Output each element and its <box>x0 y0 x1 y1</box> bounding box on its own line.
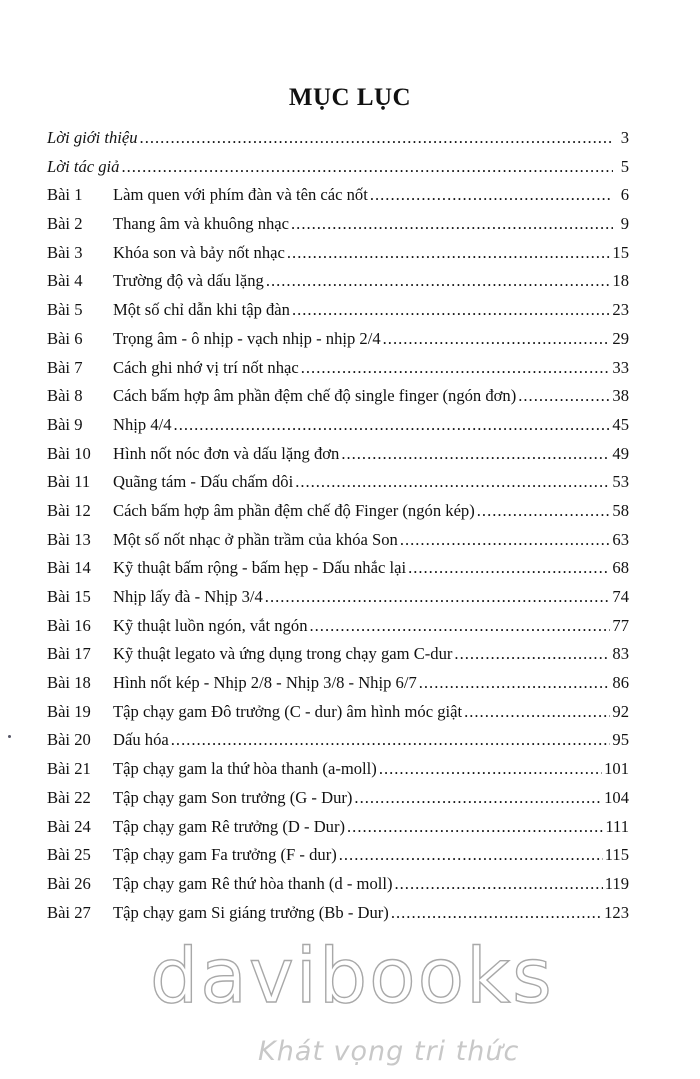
toc-entry-number: Bài 18 <box>47 673 91 693</box>
toc-entry-title: Tập chạy gam Son trưởng (G - Dur) <box>113 787 353 807</box>
toc-entry <box>47 329 629 358</box>
toc-dot-leader <box>292 300 610 320</box>
toc-entry-page: 23 <box>612 300 629 320</box>
toc-dot-leader <box>347 817 603 837</box>
toc-entry-title: Một số nốt nhạc ở phần trầm của khóa Son <box>113 529 398 549</box>
watermark-logo: davibooks <box>150 931 554 1020</box>
toc-entry <box>47 817 629 846</box>
toc-entry-page: 86 <box>612 673 629 693</box>
toc-entry-page: 111 <box>605 816 629 836</box>
toc-entry-title: Tập chạy gam Fa trưởng (F - dur) <box>113 845 337 865</box>
toc-entry-page: 115 <box>604 845 629 865</box>
toc-dot-leader <box>477 501 611 521</box>
page-title: MỤC LỤC <box>288 84 412 111</box>
toc-entry-number: Bài 17 <box>47 644 91 664</box>
toc-entry-page: 15 <box>612 242 629 262</box>
toc-entry-title: Lời tác giả <box>47 156 120 176</box>
toc-dot-leader <box>354 788 602 808</box>
toc-entry <box>47 128 629 157</box>
toc-entry-title: Nhịp 4/4 <box>113 414 172 434</box>
toc-entry-number: Bài 5 <box>47 300 83 320</box>
toc-entry <box>47 214 629 243</box>
toc-entry-number: Bài 10 <box>47 443 91 463</box>
toc-entry-title: Hình nốt kép - Nhịp 2/8 - Nhịp 3/8 - Nhịp 6/7 <box>113 673 417 693</box>
toc-entry-page: 123 <box>604 902 629 922</box>
toc-entry-title: Khóa son và bảy nốt nhạc <box>113 242 285 262</box>
toc-entry-number: Bài 24 <box>47 816 91 836</box>
toc-entry <box>47 300 629 329</box>
toc-entry-title: Trọng âm - ô nhịp - vạch nhịp - nhịp 2/4 <box>113 328 381 348</box>
toc-entry-title: Lời giới thiệu <box>47 128 138 147</box>
toc-entry <box>47 788 629 817</box>
toc-entry <box>47 874 629 903</box>
toc-entry-page: 92 <box>612 701 629 721</box>
toc-entry-number: Bài 21 <box>47 759 91 779</box>
toc-entry-number: Bài 25 <box>47 845 91 865</box>
toc-entry <box>47 501 629 530</box>
toc-entry <box>47 903 629 932</box>
toc-entry-page: 68 <box>612 558 629 578</box>
toc-dot-leader <box>140 128 613 148</box>
toc-dot-leader <box>391 903 602 923</box>
toc-entry <box>47 358 629 387</box>
toc-entry-page: 6 <box>620 185 629 205</box>
toc-dot-leader <box>464 702 610 722</box>
toc-entry <box>47 386 629 415</box>
toc-entry-number: Bài 27 <box>47 902 91 922</box>
toc-entry-number: Bài 15 <box>47 587 91 606</box>
toc-dot-leader <box>265 587 611 607</box>
toc-entry <box>47 415 629 444</box>
toc-dot-leader <box>454 644 610 664</box>
toc-entry-number: Bài 13 <box>47 529 91 549</box>
toc-entry-title: Kỹ thuật luồn ngón, vắt ngón <box>113 615 308 635</box>
toc-dot-leader <box>339 845 603 865</box>
toc-entry-page: 74 <box>612 587 629 606</box>
toc-entry-number: Bài 20 <box>47 730 91 750</box>
toc-dot-leader <box>295 472 610 492</box>
toc-dot-leader <box>395 874 603 894</box>
toc-entry <box>47 243 629 272</box>
toc-entry <box>47 673 629 702</box>
toc-entry <box>47 271 629 300</box>
toc-dot-leader <box>266 271 611 291</box>
toc-entry-page: 18 <box>612 271 629 291</box>
toc-entry-number: Bài 6 <box>47 328 83 348</box>
toc-dot-leader <box>379 759 602 779</box>
toc-entry <box>47 185 629 214</box>
toc-entry-title: Tập chạy gam la thứ hòa thanh (a-moll) <box>113 759 377 779</box>
toc-entry-page: 63 <box>612 529 629 549</box>
toc-dot-leader <box>310 616 611 636</box>
toc-entry-title: Cách bấm hợp âm phần đệm chế độ Finger (ngón kép) <box>113 500 475 520</box>
toc-entry-title: Làm quen với phím đàn và tên các nốt <box>113 185 368 205</box>
toc-entry-title: Quãng tám - Dấu chấm dôi <box>113 472 294 492</box>
toc-entry <box>47 530 629 559</box>
toc-entry-title: Một số chỉ dẫn khi tập đàn <box>113 300 290 320</box>
toc-entry-page: 53 <box>612 472 629 492</box>
toc-entry-page: 58 <box>612 500 629 520</box>
toc-entry-page: 77 <box>612 615 629 635</box>
toc-entry-number: Bài 11 <box>47 472 91 492</box>
toc-entry-page: 38 <box>612 386 629 406</box>
toc-entry-page: 49 <box>612 443 629 463</box>
toc-entry-number: Bài 19 <box>47 701 91 721</box>
toc-entry-title: Tập chạy gam Si giáng trưởng (Bb - Dur) <box>113 902 389 922</box>
toc-dot-leader <box>518 386 610 406</box>
margin-mark <box>8 735 11 738</box>
toc-entry-number: Bài 12 <box>47 500 91 520</box>
toc-entry-page: 33 <box>612 357 629 377</box>
toc-entry-number: Bài 3 <box>47 242 83 262</box>
toc-dot-leader <box>383 329 611 349</box>
toc-dot-leader <box>301 358 611 378</box>
toc-entry-title: Cách ghi nhớ vị trí nốt nhạc <box>113 357 299 377</box>
toc-entry <box>47 702 629 731</box>
toc-entry-title: Cách bấm hợp âm phần đệm chế độ single finger (ngón đơn) <box>113 386 517 406</box>
toc-entry-number: Bài 4 <box>47 271 83 291</box>
toc-entry-page: 3 <box>620 128 629 147</box>
toc-entry <box>47 587 629 616</box>
toc-dot-leader <box>174 415 611 435</box>
toc-dot-leader <box>408 558 610 578</box>
toc-entry-page: 45 <box>612 414 629 434</box>
toc-entry-number: Bài 7 <box>47 357 83 377</box>
toc-entry-page: 5 <box>620 156 629 176</box>
toc-dot-leader <box>419 673 611 693</box>
toc-entry <box>47 730 629 759</box>
toc-entry-title: Tập chạy gam Rê thứ hòa thanh (d - moll) <box>113 873 393 893</box>
toc-entry-page: 101 <box>604 759 629 779</box>
toc-entry-title: Hình nốt nóc đơn và dấu lặng đơn <box>113 443 340 463</box>
toc-entry-title: Dấu hóa <box>113 730 169 750</box>
toc-entry-title: Kỹ thuật legato và ứng dụng trong chạy gam C-dur <box>113 644 453 664</box>
toc-entry-page: 104 <box>604 787 629 807</box>
toc-entry-number: Bài 2 <box>47 214 83 234</box>
toc-entry-number: Bài 14 <box>47 558 91 578</box>
toc-dot-leader <box>291 214 613 234</box>
toc-dot-leader <box>400 530 611 550</box>
toc-dot-leader <box>121 157 613 177</box>
toc-entry <box>47 472 629 501</box>
toc-entry <box>47 157 629 186</box>
toc-entry-title: Tập chạy gam Rê trưởng (D - Dur) <box>113 816 346 836</box>
toc-entry-number: Bài 1 <box>47 185 83 205</box>
toc-entry <box>47 616 629 645</box>
toc-entry-number: Bài 9 <box>47 414 83 434</box>
toc-entry <box>47 759 629 788</box>
toc-entry-title: Kỹ thuật bấm rộng - bấm hẹp - Dấu nhắc lại <box>113 558 407 578</box>
toc-entry-title: Trường độ và dấu lặng <box>113 271 264 291</box>
toc-entry-page: 119 <box>604 873 629 893</box>
toc-entry <box>47 558 629 587</box>
toc-entry-page: 29 <box>612 328 629 348</box>
toc-dot-leader <box>171 730 611 750</box>
toc-entry-number: Bài 8 <box>47 386 83 406</box>
toc-entry-page: 95 <box>612 730 629 750</box>
table-of-contents <box>47 128 629 931</box>
toc-entry <box>47 845 629 874</box>
toc-entry-title: Nhịp lấy đà - Nhịp 3/4 <box>113 587 263 606</box>
toc-entry <box>47 444 629 473</box>
toc-entry-title: Tập chạy gam Đô trưởng (C - dur) âm hình móc giật <box>113 701 463 721</box>
watermark-tagline: Khát vọng tri thức <box>258 1036 520 1067</box>
toc-dot-leader <box>287 243 611 263</box>
toc-entry-number: Bài 26 <box>47 873 91 893</box>
toc-entry-number: Bài 16 <box>47 615 91 635</box>
toc-entry-number: Bài 22 <box>47 787 91 807</box>
toc-entry <box>47 644 629 673</box>
toc-dot-leader <box>341 444 610 464</box>
toc-entry-page: 9 <box>620 214 629 234</box>
toc-dot-leader <box>370 185 613 205</box>
toc-entry-title: Thang âm và khuông nhạc <box>113 214 290 234</box>
toc-entry-page: 83 <box>612 644 629 664</box>
